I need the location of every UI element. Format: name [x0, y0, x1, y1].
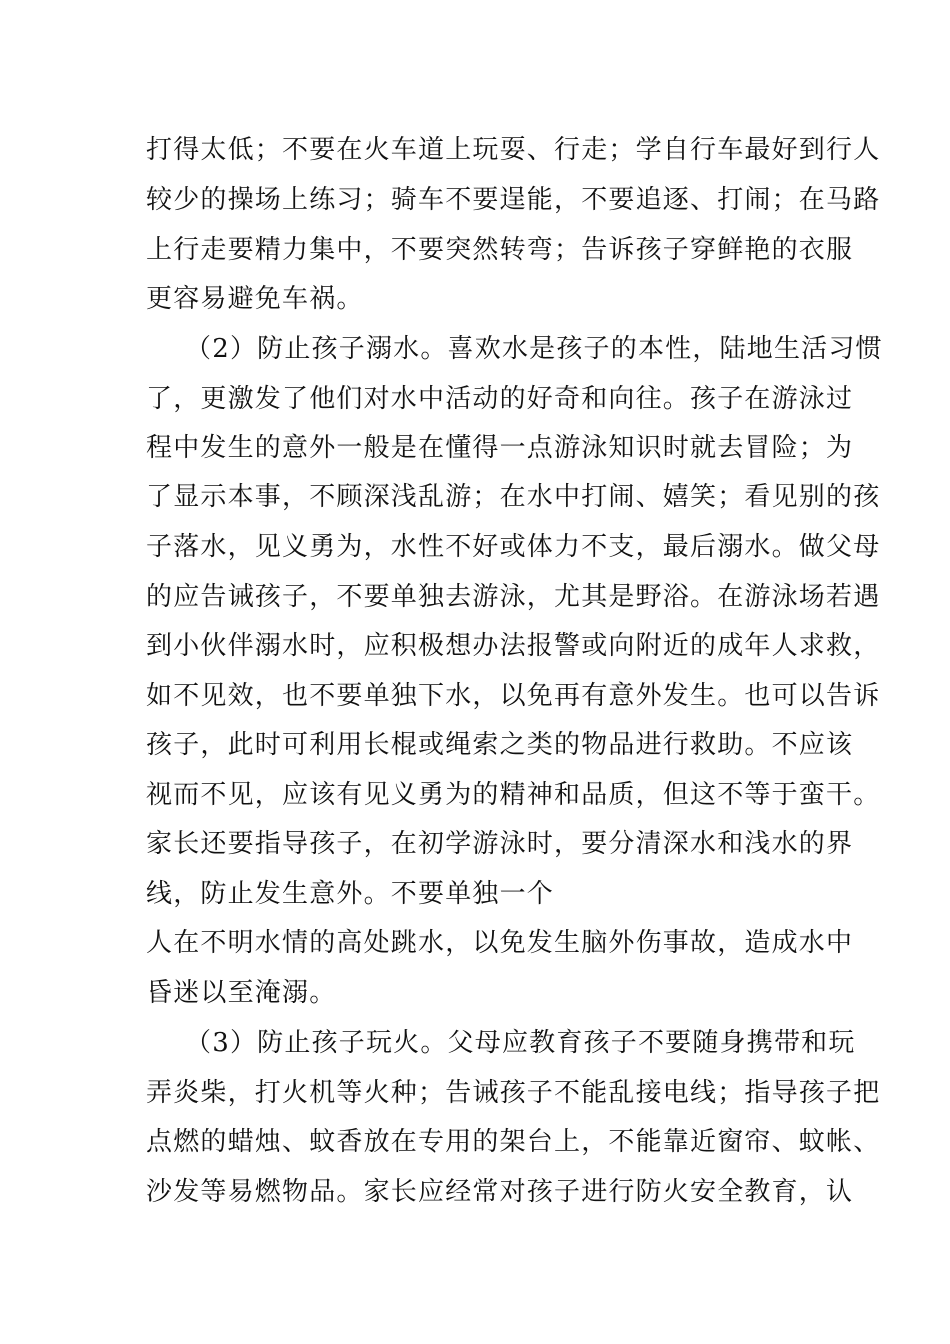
text-line: 如不见效，也不要单独下水，以免再有意外发生。也可以告诉 [146, 681, 881, 711]
text-line: 孩子，此时可利用长棍或绳索之类的物品进行救助。不应该 [146, 730, 854, 760]
text-line: 到小伙伴溺水时，应积极想办法报警或向附近的成年人求救， [146, 631, 881, 661]
text-line: 子落水，见义勇为，水性不好或体力不支，最后溺水。做父母 [146, 532, 881, 562]
text-line: 点燃的蜡烛、蚊香放在专用的架台上，不能靠近窗帘、蚊帐、 [146, 1127, 881, 1157]
text-line: 人在不明水情的高处跳水，以免发生脑外伤事故，造成水中 [146, 928, 854, 958]
text-line: 的应告诫孩子，不要单独去游泳，尤其是野浴。在游泳场若遇 [146, 582, 881, 612]
text-line: 沙发等易燃物品。家长应经常对孩子进行防火安全教育，认 [146, 1177, 854, 1207]
text-line: 上行走要精力集中，不要突然转弯；告诉孩子穿鲜艳的衣服 [146, 235, 854, 265]
text-line: 程中发生的意外一般是在懂得一点游泳知识时就去冒险；为 [146, 433, 854, 463]
text-line: 了，更激发了他们对水中活动的好奇和向往。孩子在游泳过 [146, 384, 854, 414]
text-line: 线，防止发生意外。不要单独一个 [146, 879, 555, 909]
text-line: 较少的操场上练习；骑车不要逞能，不要追逐、打闹；在马路 [146, 185, 881, 215]
text-line: 更容易避免车祸。 [146, 284, 364, 314]
paragraph-heading-3: （3）防止孩子玩火。父母应教育孩子不要随身携带和玩 [185, 1028, 856, 1058]
text-line: 昏迷以至淹溺。 [146, 978, 337, 1008]
text-line: 弄炎柴，打火机等火种；告诫孩子不能乱接电线；指导孩子把 [146, 1078, 881, 1108]
text-line: 家长还要指导孩子，在初学游泳时，要分清深水和浅水的界 [146, 829, 854, 859]
text-line: 打得太低；不要在火车道上玩耍、行走；学自行车最好到行人 [146, 135, 881, 165]
text-line: 了显示本事，不顾深浅乱游；在水中打闹、嬉笑；看见别的孩 [146, 482, 881, 512]
text-line: 视而不见，应该有见义勇为的精神和品质，但这不等于蛮干。 [146, 780, 881, 810]
paragraph-heading-2: （2）防止孩子溺水。喜欢水是孩子的本性，陆地生活习惯 [185, 334, 883, 364]
